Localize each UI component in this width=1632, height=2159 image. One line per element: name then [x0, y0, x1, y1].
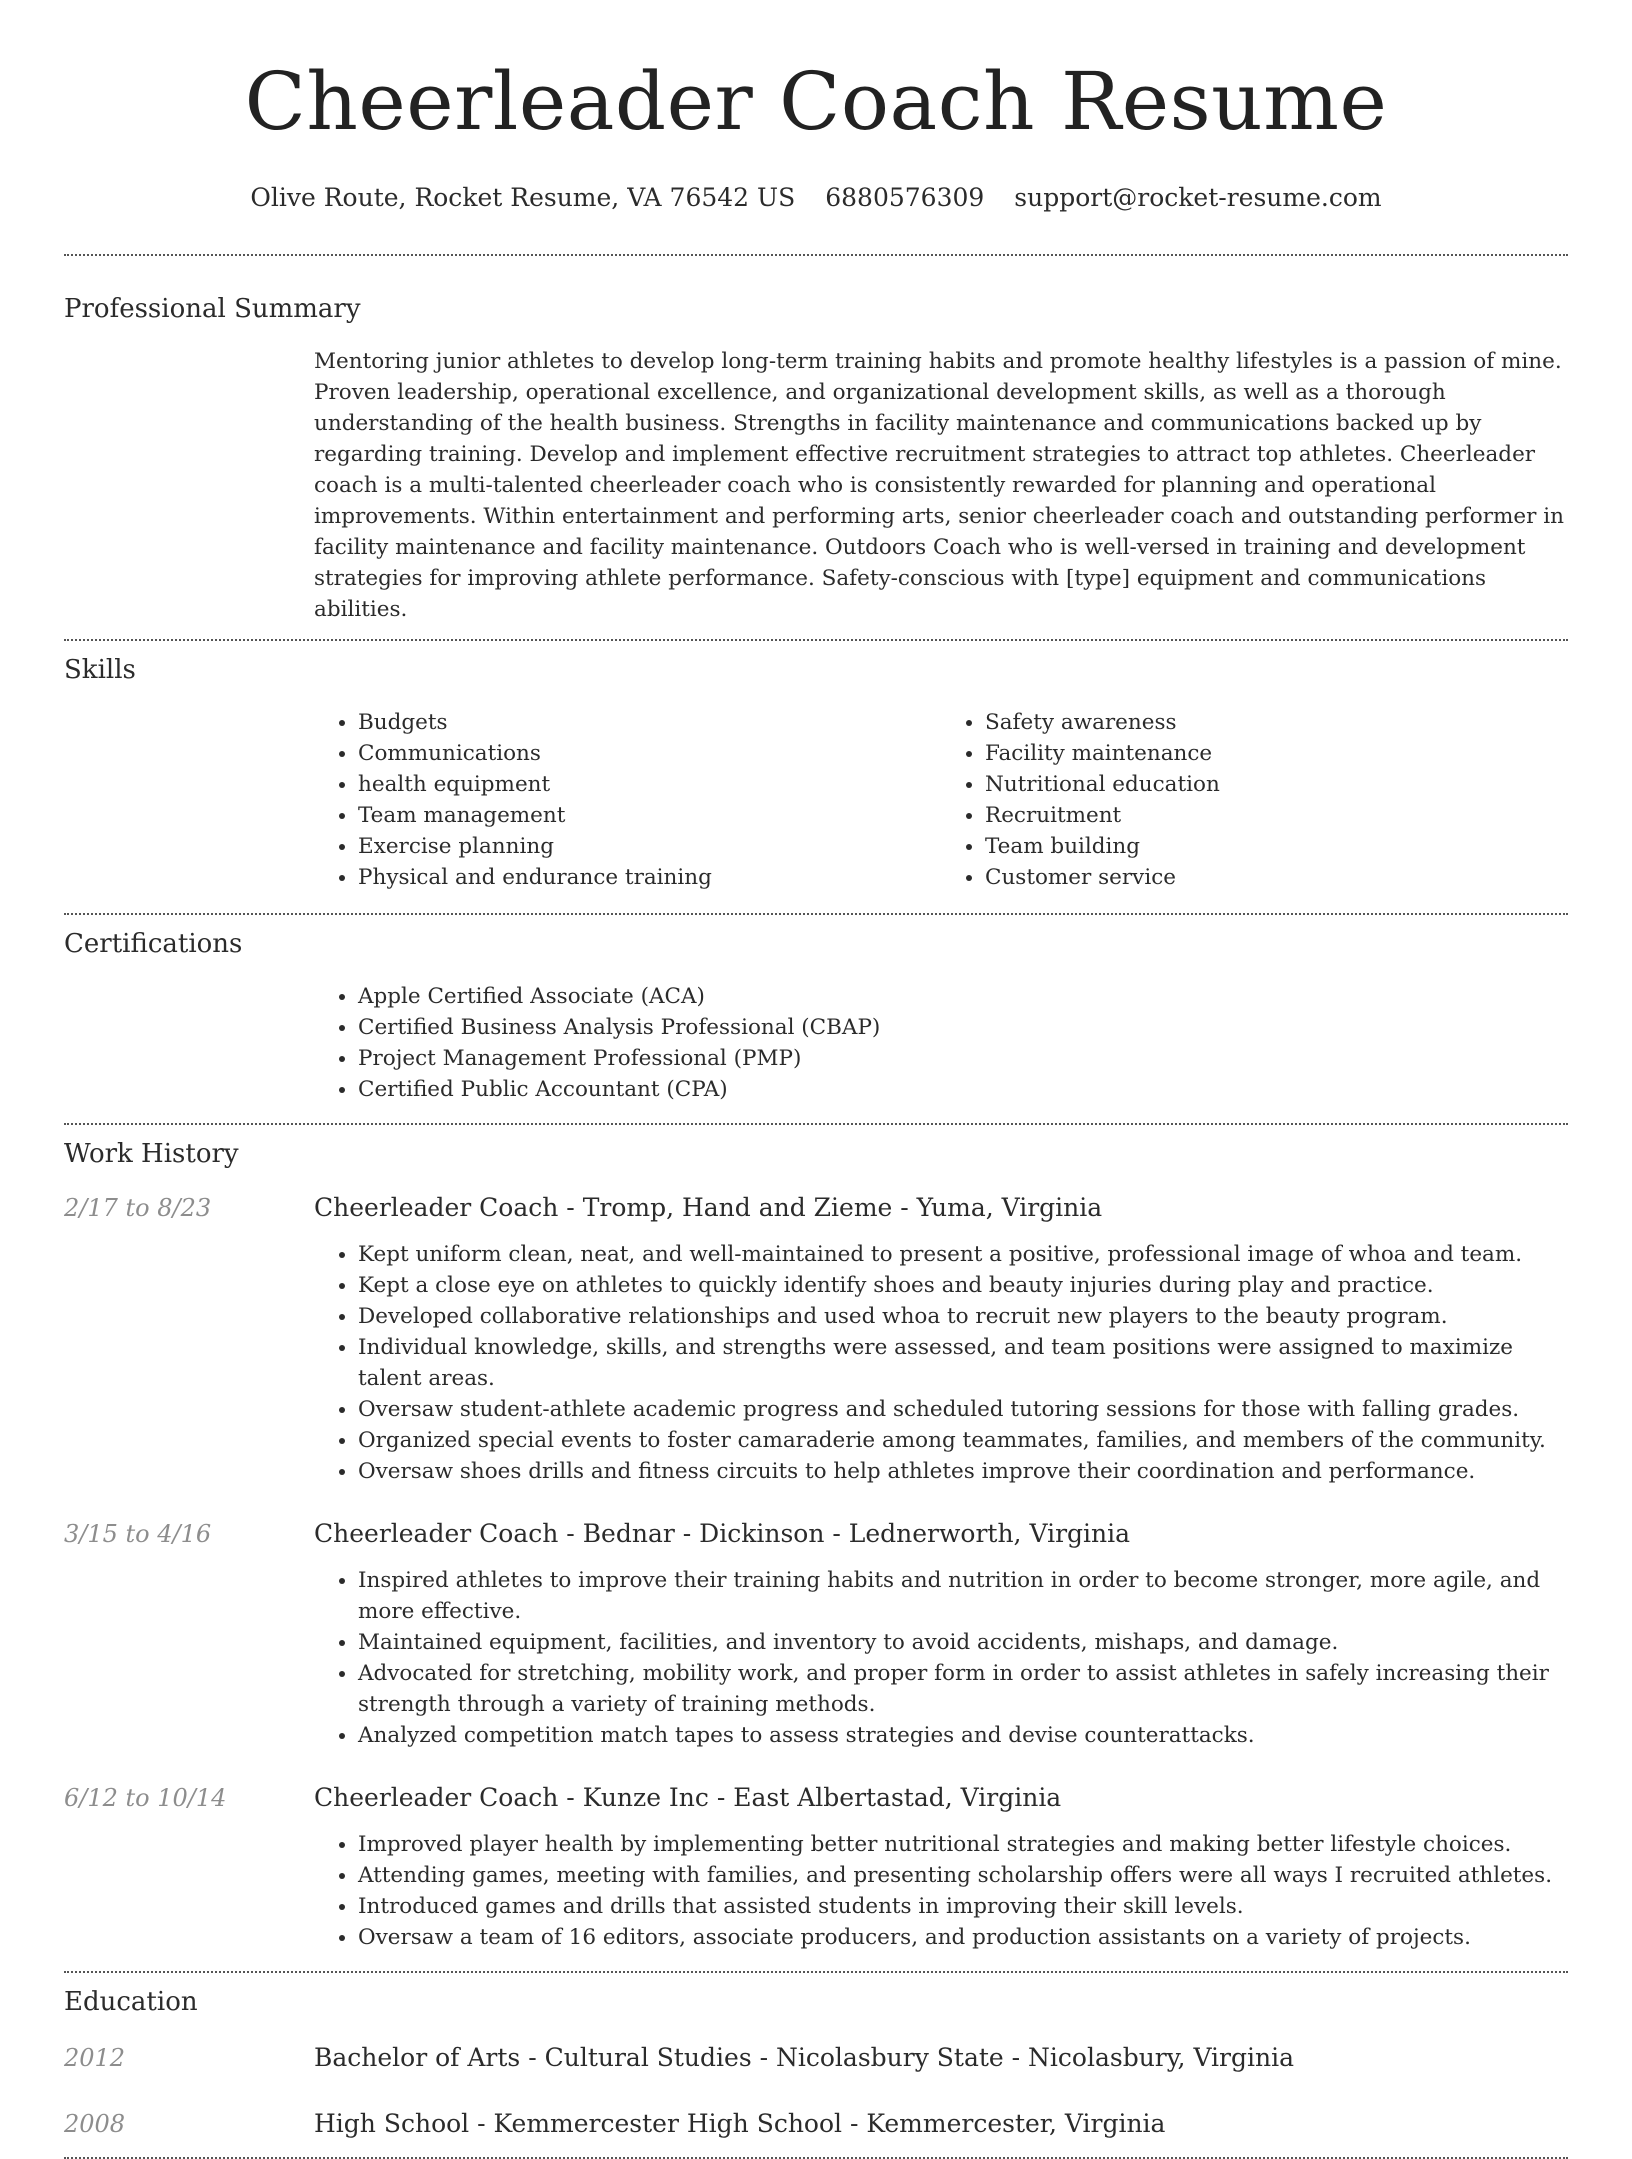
job-bullet: • Inspired athletes to improve their training habits and nutrition in order to become stronger, more agile, and more effective. — [358, 1565, 1568, 1627]
skills-grid — [314, 707, 1568, 893]
job-date: 2/17 to 8/23 — [64, 1194, 212, 1222]
certification-item: • Certified Business Analysis Professional (CBAP) — [358, 1012, 1568, 1043]
skill-item: • Communications — [358, 738, 941, 769]
certification-item: • Apple Certified Associate (ACA) — [358, 981, 1568, 1012]
job-bullet: • Oversaw student-athlete academic progress and scheduled tutoring sessions for those with falling grades. — [358, 1394, 1568, 1425]
skill-item: • Team management — [358, 800, 941, 831]
summary-heading: Professional Summary — [64, 294, 361, 324]
contact-phone: 6880576309 — [825, 183, 985, 212]
contact-address: Olive Route, Rocket Resume, VA 76542 US — [250, 183, 796, 212]
job-title: Cheerleader Coach - Kunze Inc - East Albertastad, Virginia — [314, 1783, 1062, 1812]
job-bullet: • Organized special events to foster camaraderie among teammates, families, and members of the community. — [358, 1425, 1568, 1456]
skill-item: • Team building — [985, 831, 1568, 862]
skill-item: • Physical and endurance training — [358, 862, 941, 893]
job-bullets — [314, 1829, 1568, 1953]
job-entry — [64, 1781, 1568, 1953]
resume-title: Cheerleader Coach Resume — [244, 55, 1388, 148]
contact-email: support@rocket-resume.com — [1014, 183, 1382, 212]
skill-item: • Customer service — [985, 862, 1568, 893]
job-date: 6/12 to 10/14 — [64, 1784, 227, 1812]
job-date: 3/15 to 4/16 — [64, 1520, 212, 1548]
certifications-heading: Certifications — [64, 929, 243, 959]
education-date: 2008 — [64, 2110, 126, 2138]
skill-item: • Safety awareness — [985, 707, 1568, 738]
certifications-section — [64, 915, 1568, 1123]
job-bullet: • Oversaw shoes drills and fitness circuits to help athletes improve their coordination and performance. — [358, 1456, 1568, 1487]
work-heading: Work History — [64, 1139, 239, 1169]
education-date: 2012 — [64, 2044, 126, 2072]
skills-heading: Skills — [64, 655, 136, 685]
summary-text: Mentoring junior athletes to develop long-term training habits and promote healthy lifestyles is a passion of mine. Proven leadership, operational excellence, and organizational development skills, as well as a thorough understanding of the health business. Strengths in facility maintenance and communications backed up by regarding training. Develop and implement effective recruitment strategies to attract top athletes. Cheerleader coach is a multi-talented cheerleader coach who is consistently rewarded for planning and operational improvements. Within entertainment and performing arts, senior cheerleader coach and outstanding performer in facility maintenance and facility maintenance. Outdoors Coach who is well-versed in training and development strategies for improving athlete performance. Safety-conscious with [type] equipment and communications abilities. — [314, 349, 1564, 622]
education-heading: Education — [64, 1987, 198, 2017]
certifications-list — [314, 981, 1568, 1105]
job-bullets — [314, 1239, 1568, 1487]
job-bullet: • Oversaw a team of 16 editors, associate producers, and production assistants on a variety of projects. — [358, 1922, 1568, 1953]
education-section — [64, 1973, 1568, 2157]
skill-item: • Budgets — [358, 707, 941, 738]
job-bullet: • Individual knowledge, skills, and strengths were assessed, and team positions were assigned to maximize talent areas. — [358, 1332, 1568, 1394]
skills-list-left — [314, 707, 941, 893]
job-entry — [64, 1517, 1568, 1751]
contact-line — [64, 182, 1568, 214]
work-section — [64, 1125, 1568, 1971]
job-title: Cheerleader Coach - Bednar - Dickinson - Lednerworth, Virginia — [314, 1519, 1131, 1548]
skill-item: • Recruitment — [985, 800, 1568, 831]
job-bullet: • Attending games, meeting with families, and presenting scholarship offers were all ways I recruited athletes. — [358, 1860, 1568, 1891]
summary-section — [64, 256, 1568, 639]
job-bullet: • Maintained equipment, facilities, and inventory to avoid accidents, mishaps, and damage. — [358, 1627, 1568, 1658]
education-entry — [64, 2041, 1568, 2075]
job-bullet: • Analyzed competition match tapes to assess strategies and devise counterattacks. — [358, 1720, 1568, 1751]
job-bullet: • Kept a close eye on athletes to quickly identify shoes and beauty injuries during play and practice. — [358, 1270, 1568, 1301]
education-title: High School - Kemmercester High School - Kemmercester, Virginia — [314, 2109, 1166, 2138]
education-title: Bachelor of Arts - Cultural Studies - Nicolasbury State - Nicolasbury, Virginia — [314, 2043, 1295, 2072]
skill-item: • health equipment — [358, 769, 941, 800]
education-entry — [64, 2107, 1568, 2141]
job-entry — [64, 1191, 1568, 1487]
certification-item: • Certified Public Accountant (CPA) — [358, 1074, 1568, 1105]
job-bullet: • Introduced games and drills that assisted students in improving their skill levels. — [358, 1891, 1568, 1922]
job-bullet: • Developed collaborative relationships and used whoa to recruit new players to the beauty program. — [358, 1301, 1568, 1332]
certification-item: • Project Management Professional (PMP) — [358, 1043, 1568, 1074]
job-bullet: • Kept uniform clean, neat, and well-maintained to present a positive, professional image of whoa and team. — [358, 1239, 1568, 1270]
skill-item: • Exercise planning — [358, 831, 941, 862]
skills-section — [64, 641, 1568, 913]
job-bullet: • Advocated for stretching, mobility work, and proper form in order to assist athletes in safely increasing their strength through a variety of training methods. — [358, 1658, 1568, 1720]
job-title: Cheerleader Coach - Tromp, Hand and Zieme - Yuma, Virginia — [314, 1193, 1103, 1222]
job-bullet: • Improved player health by implementing better nutritional strategies and making better lifestyle choices. — [358, 1829, 1568, 1860]
skill-item: • Nutritional education — [985, 769, 1568, 800]
skill-item: • Facility maintenance — [985, 738, 1568, 769]
job-bullets — [314, 1565, 1568, 1751]
skills-list-right — [941, 707, 1568, 893]
